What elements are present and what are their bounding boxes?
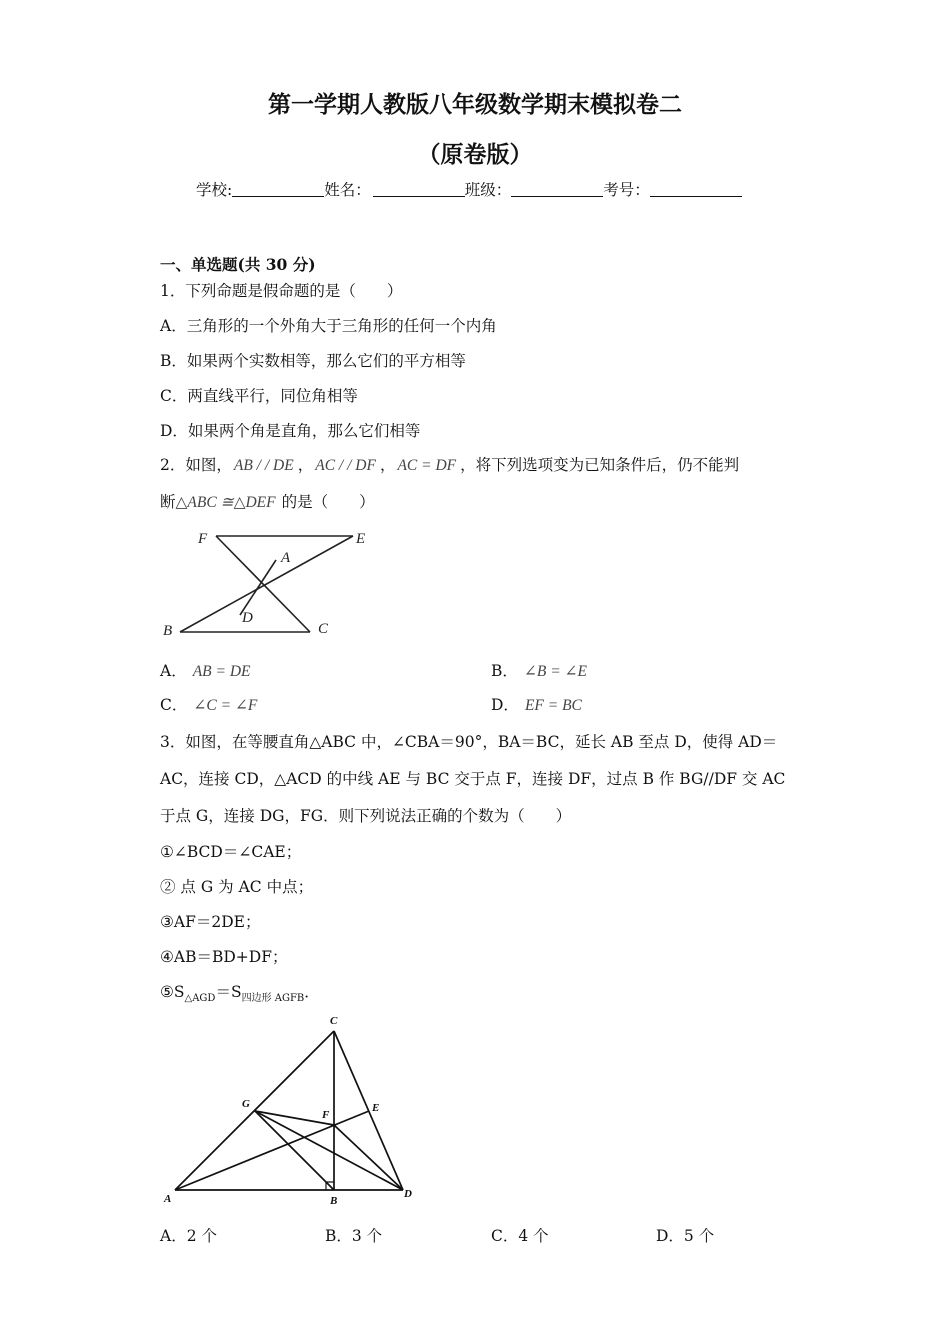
name-field[interactable] xyxy=(373,180,465,197)
q2-label-e: E xyxy=(356,531,366,547)
q2-prefix: 2．如图， xyxy=(160,456,232,474)
q3-stem-line1: 3．如图，在等腰直角△ABC 中，∠CBA＝90°，BA＝BC，延长 AB 至点 D，使得 AD＝ xyxy=(160,733,778,751)
q3-statement-1: ①∠BCD＝∠CAE； xyxy=(160,843,302,861)
number-label: 考号： xyxy=(603,181,650,199)
section-heading: 一、单选题(共 30 分) xyxy=(160,255,316,274)
q2-line2-pre: 断 xyxy=(160,493,176,511)
q2-option-b-math: ∠B = ∠E xyxy=(523,663,588,680)
q2-math-ac-eq-df: AC = DF xyxy=(397,457,457,474)
q3-label-b: B xyxy=(330,1195,338,1207)
q2-option-b xyxy=(491,659,587,681)
school-field[interactable] xyxy=(232,180,324,197)
q3-option-c: C．4 个 xyxy=(491,1227,549,1245)
q3-figure xyxy=(158,1010,428,1210)
q2-label-b: B xyxy=(163,623,173,639)
class-field[interactable] xyxy=(511,180,603,197)
q2-line-be xyxy=(180,536,353,632)
q3-s5-mid: ＝S xyxy=(215,983,242,1001)
q2-sep2: ， xyxy=(379,456,396,474)
q2-line-fc xyxy=(216,536,310,632)
q3-label-c: C xyxy=(330,1015,338,1027)
q3-line-gd xyxy=(255,1111,403,1190)
q1-option-c: C．两直线平行，同位角相等 xyxy=(160,387,358,405)
q3-label-d: D xyxy=(404,1188,412,1200)
q3-statement-5 xyxy=(160,980,320,1004)
name-label: 姓名： xyxy=(324,181,371,199)
q2-math-ab-parallel-de: AB / / DE xyxy=(233,457,294,474)
page-title: 第一学期人教版八年级数学期末模拟卷二 xyxy=(268,92,682,118)
q2-option-d-label: D． xyxy=(491,696,519,714)
number-field[interactable] xyxy=(650,180,742,197)
q2-option-a xyxy=(160,659,251,681)
q2-suffix: ，将下列选项变为已知条件后，仍不能判 xyxy=(460,456,740,474)
q2-label-f: F xyxy=(198,531,208,547)
q2-line-ad xyxy=(240,560,276,615)
q2-line2-post: 的是（ ） xyxy=(281,493,375,511)
q3-s5-post: ． xyxy=(304,983,320,1001)
q2-option-d-math: EF = BC xyxy=(524,697,582,714)
q3-s5-sub1: △AGD xyxy=(184,993,216,1005)
school-label: 学校: xyxy=(196,181,233,199)
q2-option-a-math: AB = DE xyxy=(192,663,251,680)
q2-label-d: D xyxy=(242,610,253,626)
q3-label-e: E xyxy=(372,1102,380,1114)
q2-stem-line1 xyxy=(160,453,739,475)
q3-stem-line2: AC，连接 CD，△ACD 的中线 AE 与 BC 交于点 F，连接 DF，过点 B 作 BG//DF 交 AC xyxy=(160,770,786,788)
q2-option-b-label: B． xyxy=(491,662,518,680)
q1-option-d: D．如果两个角是直角，那么它们相等 xyxy=(160,422,421,440)
q3-option-a: A．2 个 xyxy=(160,1227,217,1245)
q2-math-congruent: △ABC ≅△DEF xyxy=(175,494,276,511)
q2-label-c: C xyxy=(318,621,329,637)
q3-label-g: G xyxy=(242,1098,250,1110)
q3-label-a: A xyxy=(164,1193,172,1205)
q1-stem: 1．下列命题是假命题的是（ ） xyxy=(160,282,403,300)
q2-option-c xyxy=(160,693,257,715)
q2-option-a-label: A． xyxy=(160,662,187,680)
q3-s5-sub2: 四边形 AGFB xyxy=(241,993,305,1005)
q2-sep1: ， xyxy=(297,456,314,474)
q3-stem-line3: 于点 G，连接 DG，FG．则下列说法正确的个数为（ ） xyxy=(160,807,572,825)
q3-statement-3: ③AF＝2DE； xyxy=(160,913,261,931)
q1-option-b: B．如果两个实数相等，那么它们的平方相等 xyxy=(160,352,466,370)
class-label: 班级： xyxy=(464,181,512,199)
q3-option-d: D．5 个 xyxy=(656,1227,715,1245)
q3-s5-pre: ⑤S xyxy=(160,983,185,1001)
q1-option-a: A．三角形的一个外角大于三角形的任何一个内角 xyxy=(160,317,497,335)
q3-option-b: B．3 个 xyxy=(325,1227,383,1245)
student-info-line xyxy=(196,178,742,200)
q3-line-fd xyxy=(334,1125,403,1190)
q3-statement-2: ② 点 G 为 AC 中点； xyxy=(160,878,314,896)
q2-option-c-label: C． xyxy=(160,696,188,714)
q3-label-f: F xyxy=(322,1109,330,1121)
q2-option-d xyxy=(491,693,582,715)
q2-option-c-math: ∠C = ∠F xyxy=(193,697,258,714)
q3-line-ae xyxy=(175,1111,369,1190)
q2-stem-line2 xyxy=(160,490,375,512)
q2-math-ac-parallel-df: AC / / DF xyxy=(315,457,376,474)
page-subtitle: （原卷版） xyxy=(417,142,533,168)
q2-label-a: A xyxy=(281,550,291,566)
q2-figure xyxy=(158,525,378,643)
q3-statement-4: ④AB＝BD+DF； xyxy=(160,948,288,966)
